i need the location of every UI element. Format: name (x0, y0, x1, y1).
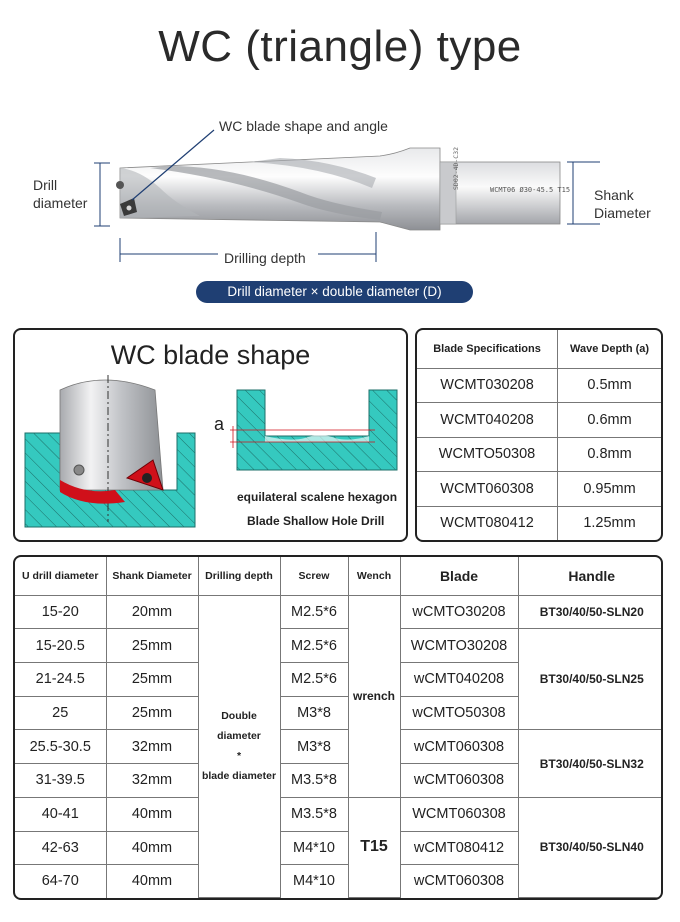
blade-shape-title: WC blade shape (110, 340, 311, 370)
label-blade-shape: WC blade shape and angle (219, 118, 388, 134)
table-row: 31-39.5 32mm M3.5*8 wCMT060308 (15, 764, 663, 798)
spec-header-depth: Wave Depth (a) (558, 330, 661, 368)
drill-illustration (0, 108, 680, 308)
table-row: 40-41 40mm M3.5*8 T15 WCMT060308 BT30/40/50-SLN40 (15, 797, 663, 831)
table-row: WCMT030208 0.5mm (417, 368, 661, 403)
main-spec-table (13, 555, 663, 900)
caption-shallow-hole: Blade Shallow Hole Drill (247, 514, 385, 528)
table-row: WCMTO50308 0.8mm (417, 437, 661, 472)
header-blade: Blade (400, 557, 518, 595)
wave-depth-label: a (214, 414, 225, 434)
header-screw: Screw (280, 557, 348, 595)
table-row: 64-70 40mm M4*10 wCMT060308 (15, 865, 663, 898)
table-row: WCMT060308 0.95mm (417, 472, 661, 507)
table-row: 15-20 20mm Double diameter * blade diameter M2.5*6 wrench wCMTO30208 BT30/40/50-SLN20 (15, 595, 663, 629)
blade-shape-panel (13, 328, 408, 542)
blade-shape-drawing (15, 330, 408, 542)
table-row: 25.5-30.5 32mm M3*8 wCMT060308 BT30/40/50-SLN32 (15, 730, 663, 764)
table-row: 42-63 40mm M4*10 wCMT080412 (15, 831, 663, 865)
wench-wrench: wrench (348, 595, 400, 797)
drilling-depth-cell: Double diameter * blade diameter (198, 595, 280, 898)
header-drilling-depth: Drilling depth (198, 557, 280, 595)
engraving-1: SD02-4D-C32 (452, 146, 460, 190)
handle-sln20: BT30/40/50-SLN20 (518, 595, 663, 629)
table-row: WCMT080412 1.25mm (417, 506, 661, 540)
header-wench: Wench (348, 557, 400, 595)
table-row: WCMT040208 0.6mm (417, 403, 661, 438)
handle-sln25: BT30/40/50-SLN25 (518, 629, 663, 730)
spec-header-blade: Blade Specifications (417, 330, 558, 368)
table-row: 21-24.5 25mm M2.5*6 wCMT040208 (15, 662, 663, 696)
formula-banner: Drill diameter × double diameter (D) (196, 281, 473, 303)
label-drill-diameter: Drill diameter (33, 177, 88, 211)
header-shank: Shank Diameter (106, 557, 198, 595)
engraving-2: WCMT06 Ø30-45.5 T15 (490, 186, 571, 194)
blade-spec-table (415, 328, 663, 542)
label-drilling-depth: Drilling depth (224, 250, 306, 266)
handle-sln40: BT30/40/50-SLN40 (518, 797, 663, 897)
caption-hexagon: equilateral scalene hexagon (237, 490, 398, 504)
header-handle: Handle (518, 557, 663, 595)
page-title: WC (triangle) type (158, 22, 522, 71)
header-u-drill: U drill diameter (15, 557, 106, 595)
handle-sln32: BT30/40/50-SLN32 (518, 730, 663, 797)
wench-t15: T15 (348, 797, 400, 897)
table-row: 25 25mm M3*8 wCMTO50308 (15, 696, 663, 730)
label-shank-diameter: Shank Diameter (594, 187, 651, 221)
table-row: 15-20.5 25mm M2.5*6 WCMTO30208 BT30/40/50-SLN25 (15, 629, 663, 663)
